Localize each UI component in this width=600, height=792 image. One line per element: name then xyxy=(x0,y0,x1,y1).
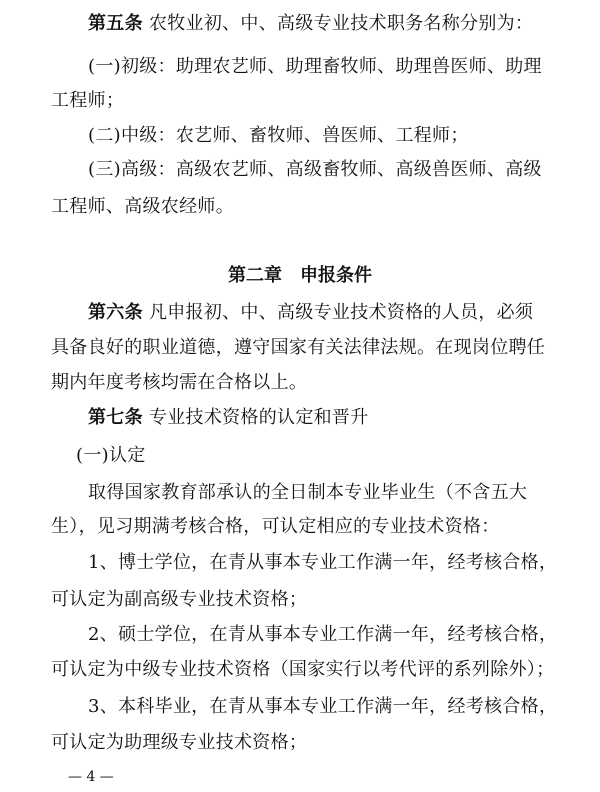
article7-intro-line1: 取得国家教育部承认的全日制本专业毕业生（不含五大 xyxy=(88,482,528,503)
article7-text: 专业技术资格的认定和晋升 xyxy=(148,407,369,428)
article6-line2: 具备良好的职业道德，遵守国家有关法律法规。在现岗位聘任 xyxy=(51,337,546,358)
article7-item1-line2: 可认定为副高级专业技术资格； xyxy=(51,589,308,610)
article7-item1-line1: 1、博士学位，在青从事本专业工作满一年，经考核合格， xyxy=(88,552,558,573)
article7-item3-line1: 3、本科毕业，在青从事本专业工作满一年，经考核合格， xyxy=(88,696,558,717)
article7-heading xyxy=(88,406,369,430)
article6-label: 第六条 xyxy=(88,302,143,323)
article6-line1 xyxy=(88,301,533,325)
article7-item3-line2: 可认定为助理级专业技术资格； xyxy=(51,732,308,753)
article5-item3-line1: (三)高级：高级农艺师、高级畜牧师、高级兽医师、高级 xyxy=(88,159,542,180)
article7-label: 第七条 xyxy=(88,407,143,428)
chapter-title: 第二章 申报条件 xyxy=(228,265,372,286)
article5-item1-line1: (一)初级：助理农艺师、助理畜牧师、助理兽医师、助理 xyxy=(88,56,542,77)
article5-item1-line2: 工程师； xyxy=(51,90,125,111)
article7-item2-line1: 2、硕士学位，在青从事本专业工作满一年，经考核合格， xyxy=(88,624,558,645)
article7-subheading: (一)认定 xyxy=(76,445,146,466)
article6-line3: 期内年度考核均需在合格以上。 xyxy=(51,372,308,393)
article5-item3-line2: 工程师、高级农经师。 xyxy=(51,196,234,217)
article5-heading xyxy=(88,12,533,36)
article5-item2-line1: (二)中级：农艺师、畜牧师、兽医师、工程师； xyxy=(88,125,469,146)
article7-intro-line2: 生），见习期满考核合格，可认定相应的专业技术资格： xyxy=(51,516,500,537)
article5-label: 第五条 xyxy=(88,13,143,34)
page-number: — 4 — xyxy=(68,769,114,785)
article7-item2-line2: 可认定为中级专业技术资格（国家实行以考代评的系列除外）； xyxy=(51,659,555,680)
article6-text: 凡申报初、中、高级专业技术资格的人员，必须 xyxy=(148,302,534,323)
article5-text: 农牧业初、中、高级专业技术职务名称分别为： xyxy=(148,13,534,34)
